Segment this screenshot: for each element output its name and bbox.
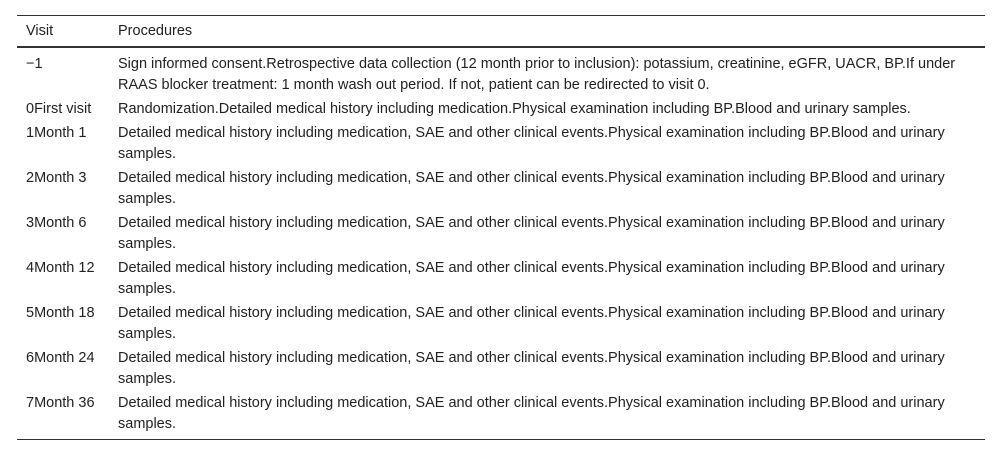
visit-cell: 5Month 18 [26,305,95,321]
table-row [17,256,985,301]
table-row [17,47,985,97]
table-row [17,97,985,121]
procedures-cell: Detailed medical history including medication, SAE and other clinical events.Physical examination including BP.Blood and urinary samples. [118,260,945,297]
procedures-cell: Detailed medical history including medication, SAE and other clinical events.Physical examination including BP.Blood and urinary samples. [118,350,945,387]
table-body [17,47,985,440]
procedures-cell: Detailed medical history including medication, SAE and other clinical events.Physical examination including BP.Blood and urinary samples. [118,215,945,252]
procedures-cell: Detailed medical history including medication, SAE and other clinical events.Physical examination including BP.Blood and urinary samples. [118,125,945,162]
visit-cell: 0First visit [26,101,92,117]
procedures-cell: Sign informed consent.Retrospective data collection (12 month prior to inclusion): potassium, creatinine, eGFR, UACR, BP.If under RAAS blocker treatment: 1 month wash out period. If not, patient can be redirected to visit 0. [118,56,956,93]
procedures-cell: Detailed medical history including medication, SAE and other clinical events.Physical examination including BP.Blood and urinary samples. [118,305,945,342]
table-row [17,211,985,256]
table-row [17,391,985,440]
header-row [17,16,985,48]
header-visit: Visit [17,16,109,48]
visit-schedule-table-container [17,15,985,440]
procedures-cell: Randomization.Detailed medical history including medication.Physical examination including BP.Blood and urinary samples. [118,101,911,117]
table-row [17,121,985,166]
procedures-cell: Detailed medical history including medication, SAE and other clinical events.Physical examination including BP.Blood and urinary samples. [118,170,945,207]
visit-cell: 3Month 6 [26,215,87,231]
visit-cell: 1Month 1 [26,125,87,141]
procedures-cell: Detailed medical history including medication, SAE and other clinical events.Physical examination including BP.Blood and urinary samples. [109,391,985,440]
visit-cell: 6Month 24 [26,350,95,366]
table-row [17,166,985,211]
table-row [17,301,985,346]
visit-cell: −1 [26,56,43,72]
visit-schedule-table [17,15,985,440]
header-procedures: Procedures [109,16,985,48]
visit-cell: 4Month 12 [26,260,95,276]
visit-cell: 7Month 36 [17,391,109,440]
table-header [17,16,985,48]
table-row [17,346,985,391]
visit-cell: 2Month 3 [26,170,87,186]
